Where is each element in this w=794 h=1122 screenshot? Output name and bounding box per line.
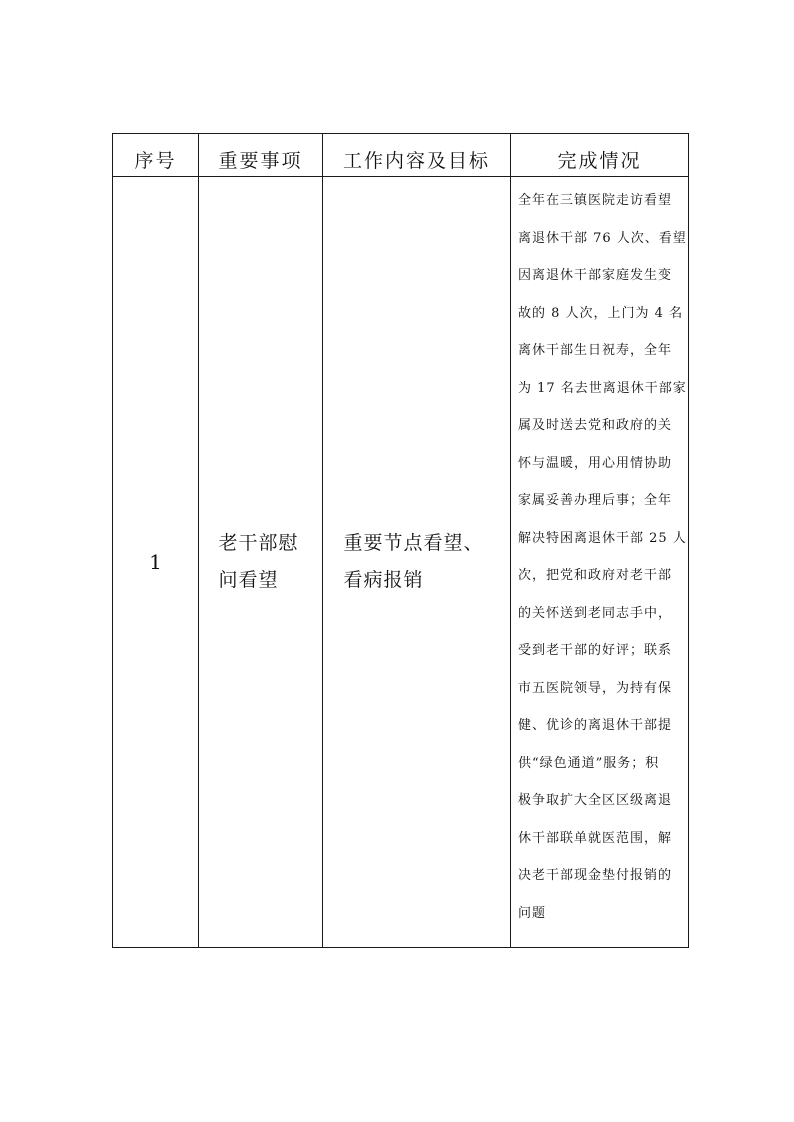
status-line: 怀与温暖，用心用情协助 (518, 455, 673, 471)
header-index: 序号 (113, 134, 199, 177)
cell-index: 1 (113, 177, 199, 948)
header-goal: 工作内容及目标 (323, 134, 511, 177)
cell-goal (323, 177, 511, 948)
status-line: 极争取扩大全区区级离退 (518, 793, 673, 808)
status-line: 市五医院领导，为持有保 (518, 680, 673, 696)
status-line: 的关怀送到老同志手中， (518, 605, 673, 621)
status-line: 问题 (518, 905, 547, 921)
status-line: 属及时送去党和政府的关 (518, 418, 673, 433)
status-line: 决老干部现金垫付报销的 (518, 868, 673, 883)
status-line: 家属妥善办理后事；全年 (518, 493, 673, 508)
header-status: 完成情况 (511, 134, 689, 177)
status-line: 因离退休干部家庭发生变 (518, 268, 673, 283)
status-line: 供“绿色通道”服务；积 (518, 755, 660, 771)
table-header-row (113, 134, 689, 177)
cell-item (199, 177, 323, 948)
status-line: 休干部联单就医范围，解 (518, 830, 673, 846)
status-line: 离退休干部 76 人次、看望 (518, 230, 687, 246)
status-line: 为 17 名去世离退休干部家 (518, 380, 687, 396)
cell-status (511, 177, 689, 948)
cell-goal-text: 重要节点看望、看病报销 (343, 532, 484, 591)
work-items-table (112, 133, 689, 948)
header-item: 重要事项 (199, 134, 323, 177)
status-line: 受到老干部的好评；联系 (518, 643, 673, 658)
table-row (113, 177, 689, 948)
status-line: 离休干部生日祝寿，全年 (518, 343, 673, 358)
cell-item-text: 老干部慰问看望 (218, 532, 299, 591)
status-line: 次，把党和政府对老干部 (518, 568, 673, 583)
status-line: 全年在三镇医院走访看望 (518, 193, 673, 208)
status-line: 故的 8 人次，上门为 4 名 (518, 305, 684, 321)
status-line: 解决特困离退休干部 25 人 (518, 530, 687, 546)
status-line: 健、优诊的离退休干部提 (518, 718, 673, 733)
